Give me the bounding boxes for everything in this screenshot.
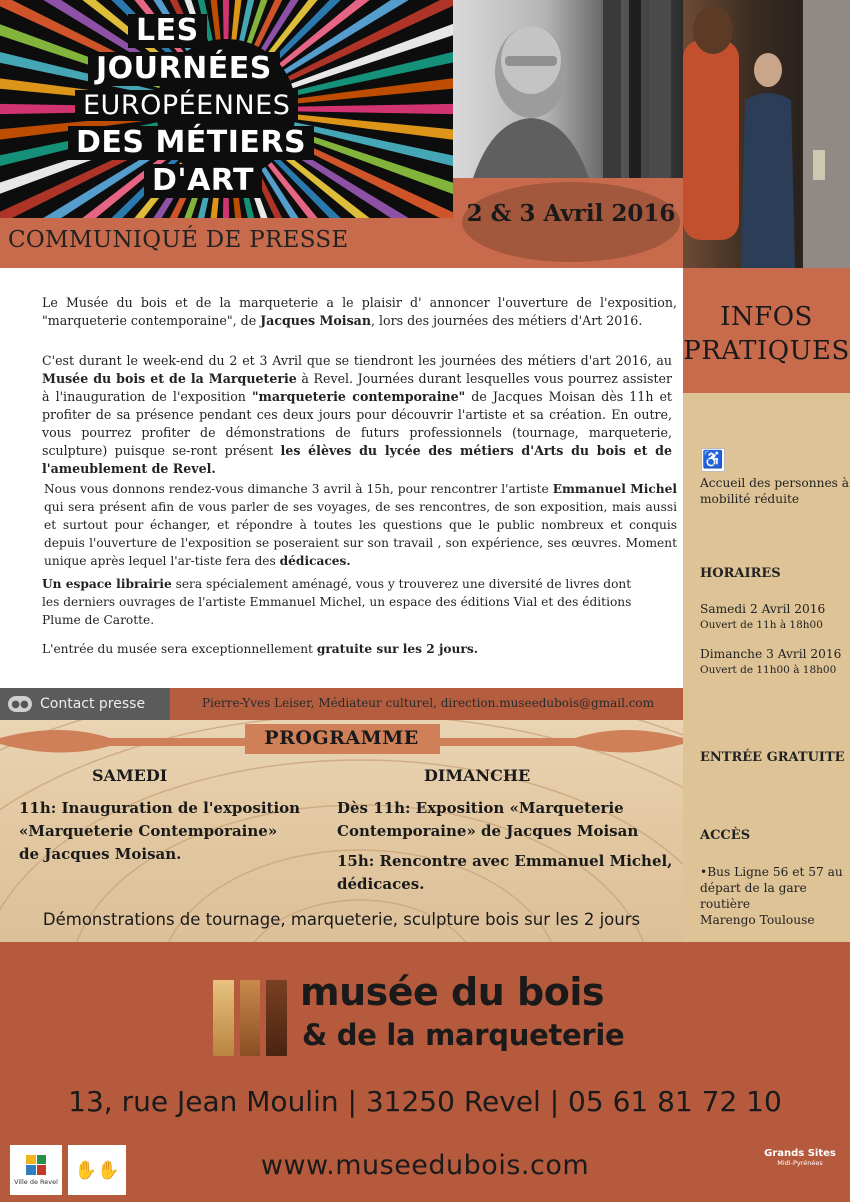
sunday-program-morning: Dès 11h: Exposition «Marqueterie Contemporaine» de Jacques Moisan [337,799,639,840]
museum-address: 13, rue Jean Moulin | 31250 Revel | 05 61 81 72 10 [68,1085,782,1118]
artist-photo-jacques-moisan [453,0,683,178]
partner-logo-revel: Ville de Revel [10,1145,62,1195]
intro-paragraph: Le Musée du bois et de la marqueterie a le plaisir d' annoncer l'ouverture de l'exposition, "marqueterie contemporaine", de Jacques Moisan, lors des journées des métiers d'Art 2016. [42,295,677,328]
demonstrations-line: Démonstrations de tournage, marqueterie, sculpture bois sur les 2 jours [42,910,641,929]
museum-subtitle: & de la marqueterie [302,1018,625,1052]
logo-line-2: JOURNÉES [88,52,280,86]
contact-info: Pierre-Yves Leiser, Médiateur culturel, direction.museedubois@gmail.com [202,696,655,710]
sculpture-image [683,0,850,268]
museum-logo-icon [213,980,287,1056]
event-date: 2 & 3 Avril 2016 [466,200,676,227]
press-release-title: COMMUNIQUÉ DE PRESSE [8,227,349,253]
saturday-heading: SAMEDI [92,766,168,785]
contact-icon: ●● [8,696,32,712]
bus-info: •Bus Ligne 56 et 57 au départ de la gare routière Marengo Toulouse [700,865,843,927]
sunday-program-afternoon: 15h: Rencontre avec Emmanuel Michel, dédicaces. [337,852,673,893]
hands-icon: ✋✋ [74,1159,120,1181]
sunday-heading: DIMANCHE [424,766,531,785]
access-heading: ACCÈS [700,828,751,843]
logo-line-4: DES MÉTIERS [68,126,314,160]
contact-press-button[interactable] [0,688,170,720]
accessibility-text: Accueil des personnes à mobilité réduite [700,476,850,506]
sunday-hours: Dimanche 3 Avril 2016 Ouvert de 11h00 à 18h00 [700,647,842,676]
wheelchair-icon: ♿ [702,450,724,470]
logo-line-5: D'ART [144,164,262,198]
programme-title: PROGRAMME [264,727,419,749]
bookshop-paragraph: Un espace librairie sera spécialement aménagé, vous y trouverez une diversité de livres dont les derniers ouvrages de l'artiste Emmanuel Michel, un espace des éditions Vial et des éditions Plume de Carotte. [42,577,632,627]
museum-website-link[interactable]: www.museedubois.com [260,1150,590,1181]
contact-press-label: Contact presse [40,696,146,712]
event-logo [0,0,453,218]
portrait-image [453,0,683,178]
revel-logo-icon [26,1155,46,1175]
artist-photo-emmanuel-michel [683,0,850,268]
partner-logo-grands-sites: Grands Sites Midi-Pyrénées [764,1148,836,1167]
meeting-paragraph: Nous vous donnons rendez-vous dimanche 3 avril à 15h, pour rencontrer l'artiste Emmanuel Michel qui sera présent afin de vous parler de ses voyages, de ses rencontres, de son exposition, mais aussi et surtout pour échanger, et répondre à toutes les questions que le public nombreux et conquis depuis l'ouverture de l'exposition se poseraient sur son travail , son expérience, ses œuvres. Moment unique après lequel l'ar-tiste fera des dédicaces. [44,482,677,568]
free-entry-paragraph: L'entrée du musée sera exceptionnellement gratuite sur les 2 jours. [42,642,478,656]
free-entry-heading: ENTRÉE GRATUITE [700,750,845,765]
saturday-hours: Samedi 2 Avril 2016 Ouvert de 11h à 18h00 [700,602,826,631]
logo-line-3: EUROPÉENNES [75,90,298,121]
infos-title: INFOS PRATIQUES [683,302,850,366]
saturday-program: 11h: Inauguration de l'exposition «Marqueterie Contemporaine» de Jacques Moisan. [19,799,301,863]
logo-line-1: LES [128,14,207,48]
partner-logo-crafts [68,1145,126,1195]
museum-name: musée du bois [300,970,604,1014]
hours-heading: HORAIRES [700,566,781,581]
event-paragraph: C'est durant le week-end du 2 et 3 Avril que se tiendront les journées des métiers d'art 2016, au Musée du bois et de la Marqueterie à Revel. Journées durant lesquelles vous pourrez assister à l'inauguration de l'exposition "marqueterie contemporaine" de Jacques Moisan dès 11h et profiter de sa présence pendant ces deux jours pour découvrir l'artiste et sa création. En outre, vous pourrez profiter de démonstrations de futurs professionnels (tournage, marqueterie, sculpture) puisque se-ront présent les élèves du lycée des métiers d'Arts du bois et de l'ameublement de Revel. [42,353,672,476]
